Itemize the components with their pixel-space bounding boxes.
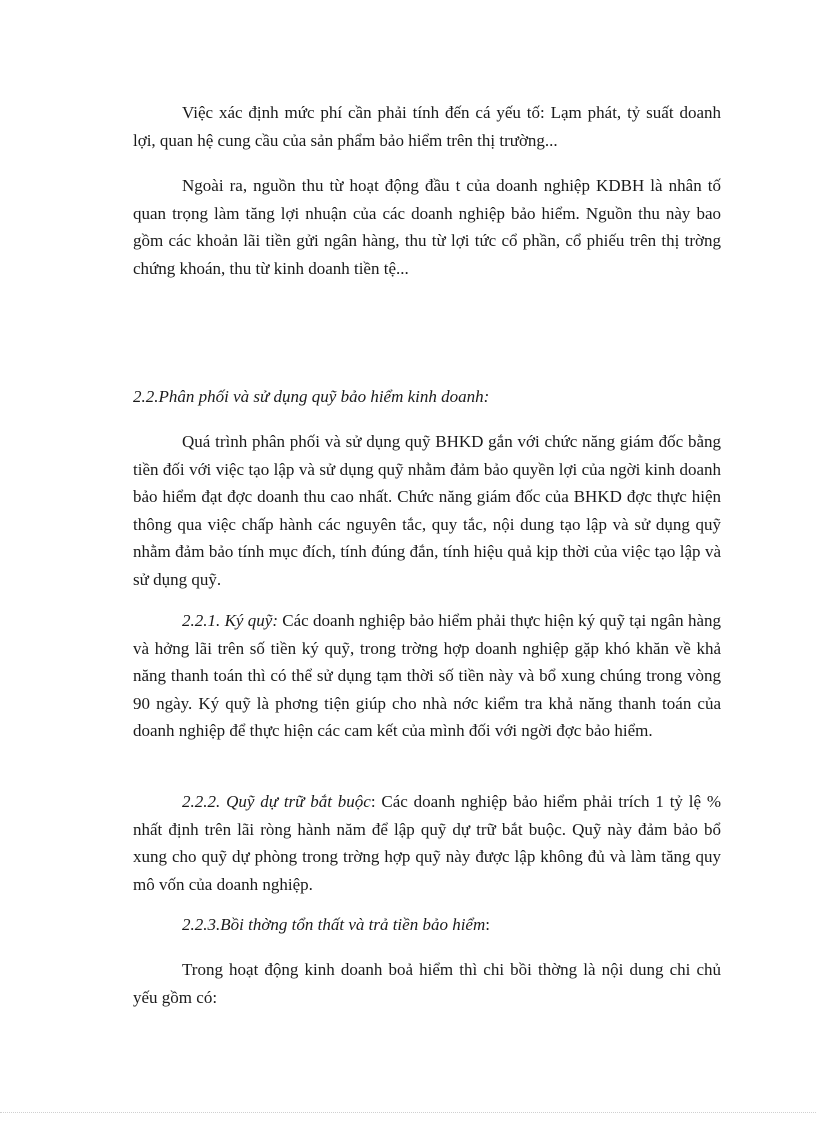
paragraph-mandatory-reserve	[133, 788, 721, 898]
subsection-label-compensation: 2.2.3.Bồi thờng tổn thất và trả tiền bảo hiểm	[182, 915, 486, 934]
subsection-label-deposit: 2.2.1. Ký quỹ:	[182, 611, 278, 630]
paragraph-deposit	[133, 607, 721, 745]
section-heading-fund-distribution: 2.2.Phân phối và sử dụng quỹ bảo hiểm kinh doanh:	[133, 387, 490, 406]
paragraph-compensation: Trong hoạt động kinh doanh boả hiểm thì chi bồi thờng là nội dung chi chủ yếu gồm có:	[133, 960, 721, 1007]
subsection-suffix-compensation: :	[485, 915, 490, 934]
subsection-text-mandatory-reserve: : Các doanh nghiệp bảo hiểm phải trích 1 tỷ lệ % nhất định trên lãi ròng hành năm để lập quỹ dự trữ bắt buộc. Quỹ này đảm bảo bổ xung cho quỹ dự phòng trong trờng hợp quỹ này được lập không đủ và làm tăng quy mô vốn của doanh nghiệp.	[133, 792, 722, 894]
subsection-label-mandatory-reserve: 2.2.2. Quỹ dự trữ bắt buộc	[182, 792, 371, 811]
paragraph-fund-distribution: Quá trình phân phối và sử dụng quỹ BHKD gắn với chức năng giám đốc bằng tiền đối với việc tạo lập và sử dụng quỹ nhằm đảm bảo quyền lợi của ngời kinh doanh bảo hiểm đạt đợc doanh thu cao nhất. Chức năng giám đốc của BHKD đợc thực hiện thông qua việc chấp hành các nguyên tắc, quy tắc, nội dung tạo lập và sử dụng quỹ nhằm đảm bảo tính mục đích, tính đúng đắn, tính hiệu quả kịp thời của việc tạo lập và sử dụng quỹ.	[133, 432, 721, 589]
paragraph-investment-income: Ngoài ra, nguồn thu từ hoạt động đầu t của doanh nghiệp KDBH là nhân tố quan trọng làm tăng lợi nhuận của các doanh nghiệp bảo hiểm. Nguồn thu này bao gồm các khoản lãi tiền gửi ngân hàng, thu từ lợi tức cổ phần, cổ phiếu trên thị trờng chứng khoán, thu từ kinh doanh tiền tệ...	[133, 176, 721, 278]
subsection-text-deposit: Các doanh nghiệp bảo hiểm phải thực hiện ký quỹ tại ngân hàng và hởng lãi trên số tiền ký quỹ, trong trờng hợp doanh nghiệp gặp khó khăn về khả năng thanh toán thì có thể sử dụng tạm thời số tiền này và bổ xung chúng trong vòng 90 ngày. Ký quỹ là phơng tiện giúp cho nhà nớc kiểm tra khả năng thanh toán của doanh nghiệp để thực hiện các cam kết của mình đối với ngời đợc bảo hiểm.	[133, 611, 721, 741]
paragraph-fee-factors: Việc xác định mức phí cần phải tính đến cá yếu tố: Lạm phát, tỷ suất doanh lợi, quan hệ cung cầu của sản phẩm bảo hiểm trên thị trường...	[133, 103, 721, 150]
paragraph-compensation-heading	[133, 911, 721, 939]
page-bottom-divider	[0, 1112, 816, 1113]
